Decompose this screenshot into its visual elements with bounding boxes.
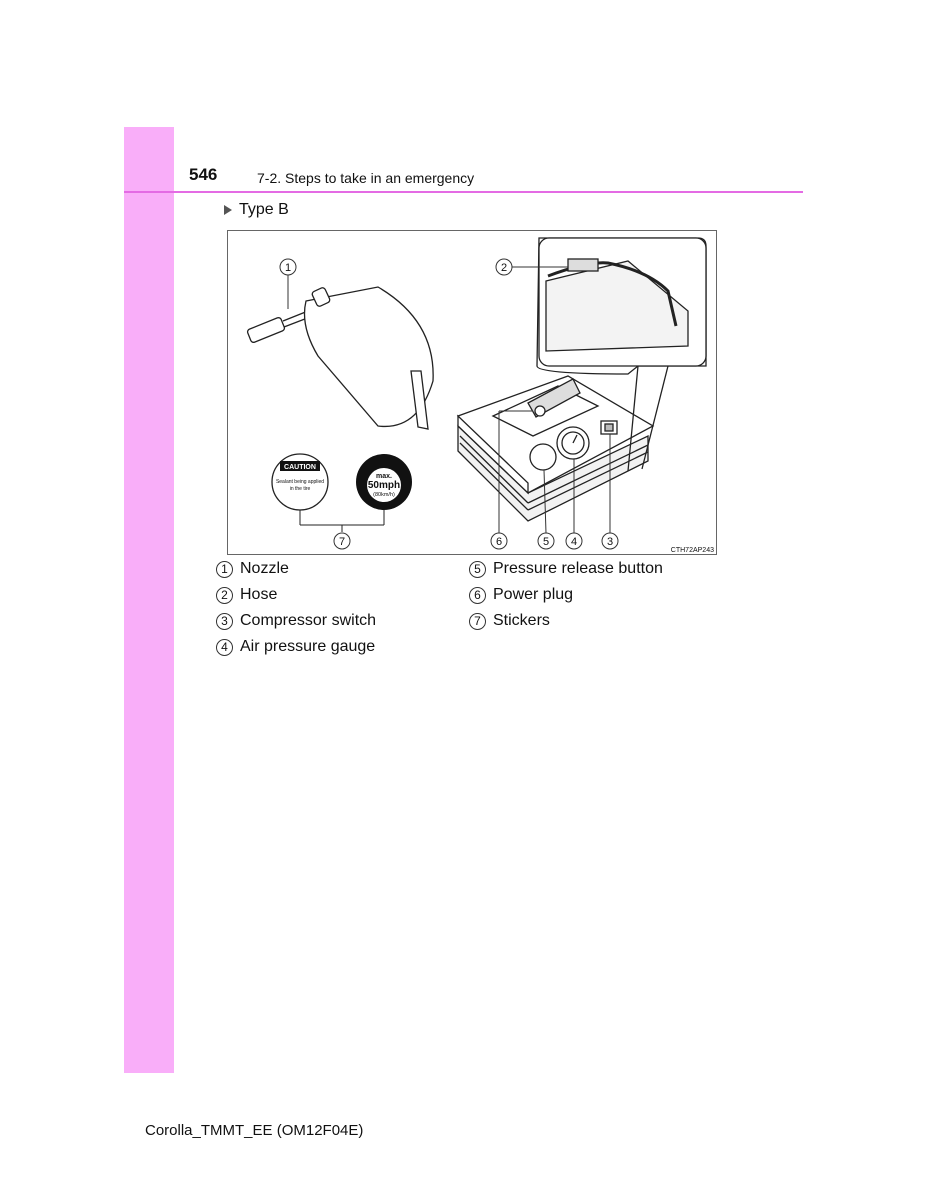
speed-max: max.: [376, 473, 392, 480]
legend-number: 4: [216, 639, 233, 656]
svg-text:3: 3: [606, 536, 614, 548]
repair-kit-illustration: [227, 230, 717, 555]
speed-metric: (80km/h): [373, 492, 395, 498]
legend-label: Compressor switch: [240, 612, 377, 629]
speed-limit-sticker: [356, 454, 412, 510]
section-color-strip: [124, 127, 174, 1073]
legend-item-stickers: [469, 612, 550, 630]
caution-line1: Sealant being applied: [275, 479, 325, 485]
svg-text:4: 4: [570, 536, 578, 548]
legend-label: Hose: [240, 586, 278, 603]
caution-title: CAUTION: [284, 464, 316, 471]
svg-text:5: 5: [542, 536, 550, 548]
legend-item-pressure-release-button: [469, 560, 663, 578]
legend-number: 2: [216, 587, 233, 604]
svg-text:7: 7: [338, 536, 346, 548]
legend-item-nozzle: [216, 560, 289, 578]
triangle-bullet-icon: [224, 205, 232, 215]
legend-item-hose: [216, 586, 277, 604]
caution-line2: in the tire: [289, 486, 311, 492]
subheading: [224, 201, 289, 219]
legend-item-power-plug: [469, 586, 573, 604]
section-title: 7-2. Steps to take in an emergency: [257, 170, 475, 186]
legend-label: Pressure release button: [493, 560, 663, 577]
legend-number: 1: [216, 561, 233, 578]
callout-1: [280, 259, 296, 309]
legend-label: Air pressure gauge: [240, 638, 376, 655]
svg-text:6: 6: [495, 536, 503, 548]
legend-label: Nozzle: [240, 560, 289, 577]
legend-number: 6: [469, 587, 486, 604]
legend-number: 7: [469, 613, 486, 630]
sticker-bracket: [300, 510, 384, 532]
figure-code: CTH72AP243: [670, 547, 714, 554]
legend-item-compressor-switch: [216, 612, 376, 630]
legend-number: 3: [216, 613, 233, 630]
subheading-text: Type B: [239, 201, 289, 218]
svg-text:2: 2: [500, 262, 508, 274]
sealant-bottle: [247, 287, 433, 429]
legend-item-air-pressure-gauge: [216, 638, 375, 656]
callout-7: [334, 533, 350, 549]
legend-label: Power plug: [493, 586, 574, 603]
caution-sticker: [272, 454, 328, 510]
page-number: 546: [189, 165, 218, 184]
svg-text:1: 1: [284, 262, 292, 274]
header-rule: [124, 191, 803, 193]
compressor: [458, 376, 653, 521]
legend-label: Stickers: [493, 612, 550, 629]
footer-document-id: Corolla_TMMT_EE (OM12F04E): [145, 1122, 364, 1139]
legend-number: 5: [469, 561, 486, 578]
speed-value: 50mph: [367, 480, 401, 491]
